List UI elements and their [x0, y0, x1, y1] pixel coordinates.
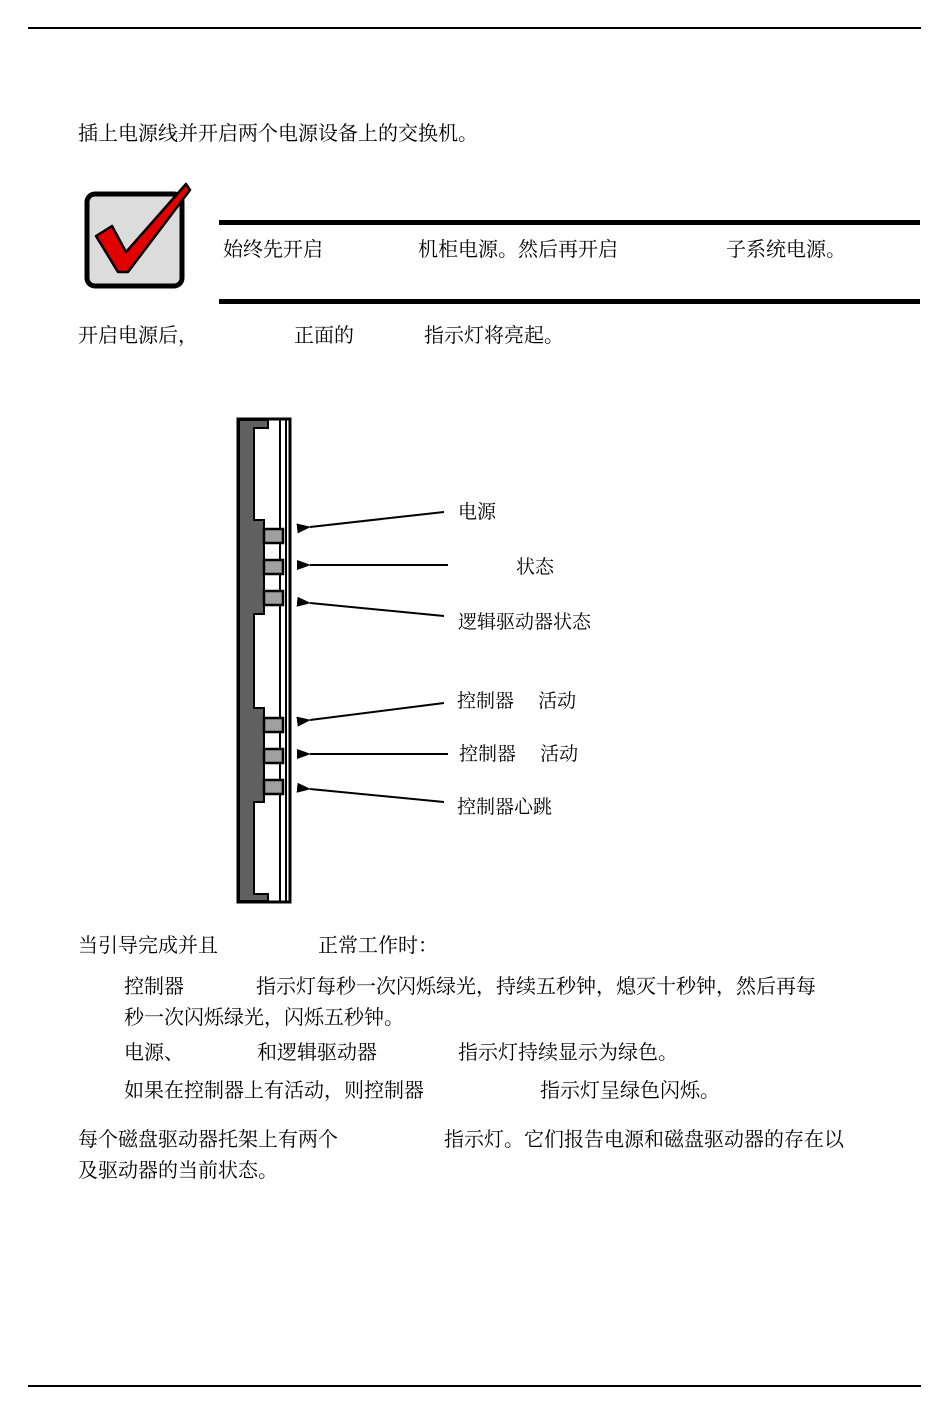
checkmark-icon: [82, 180, 194, 292]
boot-text-2: 正常工作时：: [318, 933, 438, 957]
bullet2-text-3: 指示灯持续显示为绿色。: [458, 1040, 678, 1064]
after-power-text-1: 开启电源后，: [78, 323, 198, 347]
bullet1-text-2: 指示灯每秒一次闪烁绿光，持续五秒钟，熄灭十秒钟，然后再每: [256, 974, 816, 998]
logical-drive-led: [264, 591, 283, 605]
bullet3-text-1: 如果在控制器上有活动，则控制器: [124, 1078, 424, 1102]
carrier-text-1: 每个磁盘驱动器托架上有两个: [78, 1127, 338, 1151]
bottom-rule: [28, 1385, 921, 1387]
controller-activity-label-1: 控制器 活动: [457, 690, 577, 712]
controller-heartbeat-arrow: [310, 789, 444, 802]
note-top-bar: [219, 220, 920, 225]
controller-activity-led-1: [264, 718, 283, 732]
controller-activity-led-2: [264, 749, 283, 763]
led-panel-diagram: [230, 410, 650, 910]
bullet2-text-2: 和逻辑驱动器: [257, 1040, 377, 1064]
carrier-text-2: 指示灯。它们报告电源和磁盘驱动器的存在以: [444, 1127, 844, 1151]
after-power-text-3: 指示灯将亮起。: [424, 323, 564, 347]
bullet1-text-1: 控制器: [124, 974, 184, 998]
power-led: [264, 529, 283, 543]
after-power-text-2: 正面的: [294, 323, 354, 347]
status-led: [264, 560, 283, 574]
logical-drive-status-label: 逻辑驱动器状态: [458, 611, 592, 633]
bullet2-text-1: 电源、: [124, 1040, 184, 1064]
controller-heartbeat-led: [264, 780, 283, 794]
intro-text: 插上电源线并开启两个电源设备上的交换机。: [78, 121, 478, 145]
power-arrow: [310, 512, 444, 527]
controller-activity-label-2: 控制器 活动: [459, 743, 579, 765]
note-text-3: 子系统电源。: [726, 237, 846, 261]
front-panel: [238, 419, 290, 902]
carrier-text-3: 及驱动器的当前状态。: [78, 1158, 278, 1182]
top-rule: [28, 27, 921, 29]
bullet1-text-3: 秒一次闪烁绿光，闪烁五秒钟。: [124, 1005, 404, 1029]
note-text-1: 始终先开启: [223, 237, 323, 261]
note-bottom-bar: [219, 299, 920, 304]
logical-drive-arrow: [310, 603, 444, 616]
bullet3-text-2: 指示灯呈绿色闪烁。: [540, 1078, 720, 1102]
controller-activity-arrow-1: [310, 703, 444, 720]
status-label: 状态: [516, 556, 555, 578]
note-text-2: 机柜电源。然后再开启: [418, 237, 618, 261]
boot-text-1: 当引导完成并且: [78, 933, 218, 957]
power-label: 电源: [458, 501, 497, 523]
controller-heartbeat-label: 控制器心跳: [457, 796, 553, 818]
